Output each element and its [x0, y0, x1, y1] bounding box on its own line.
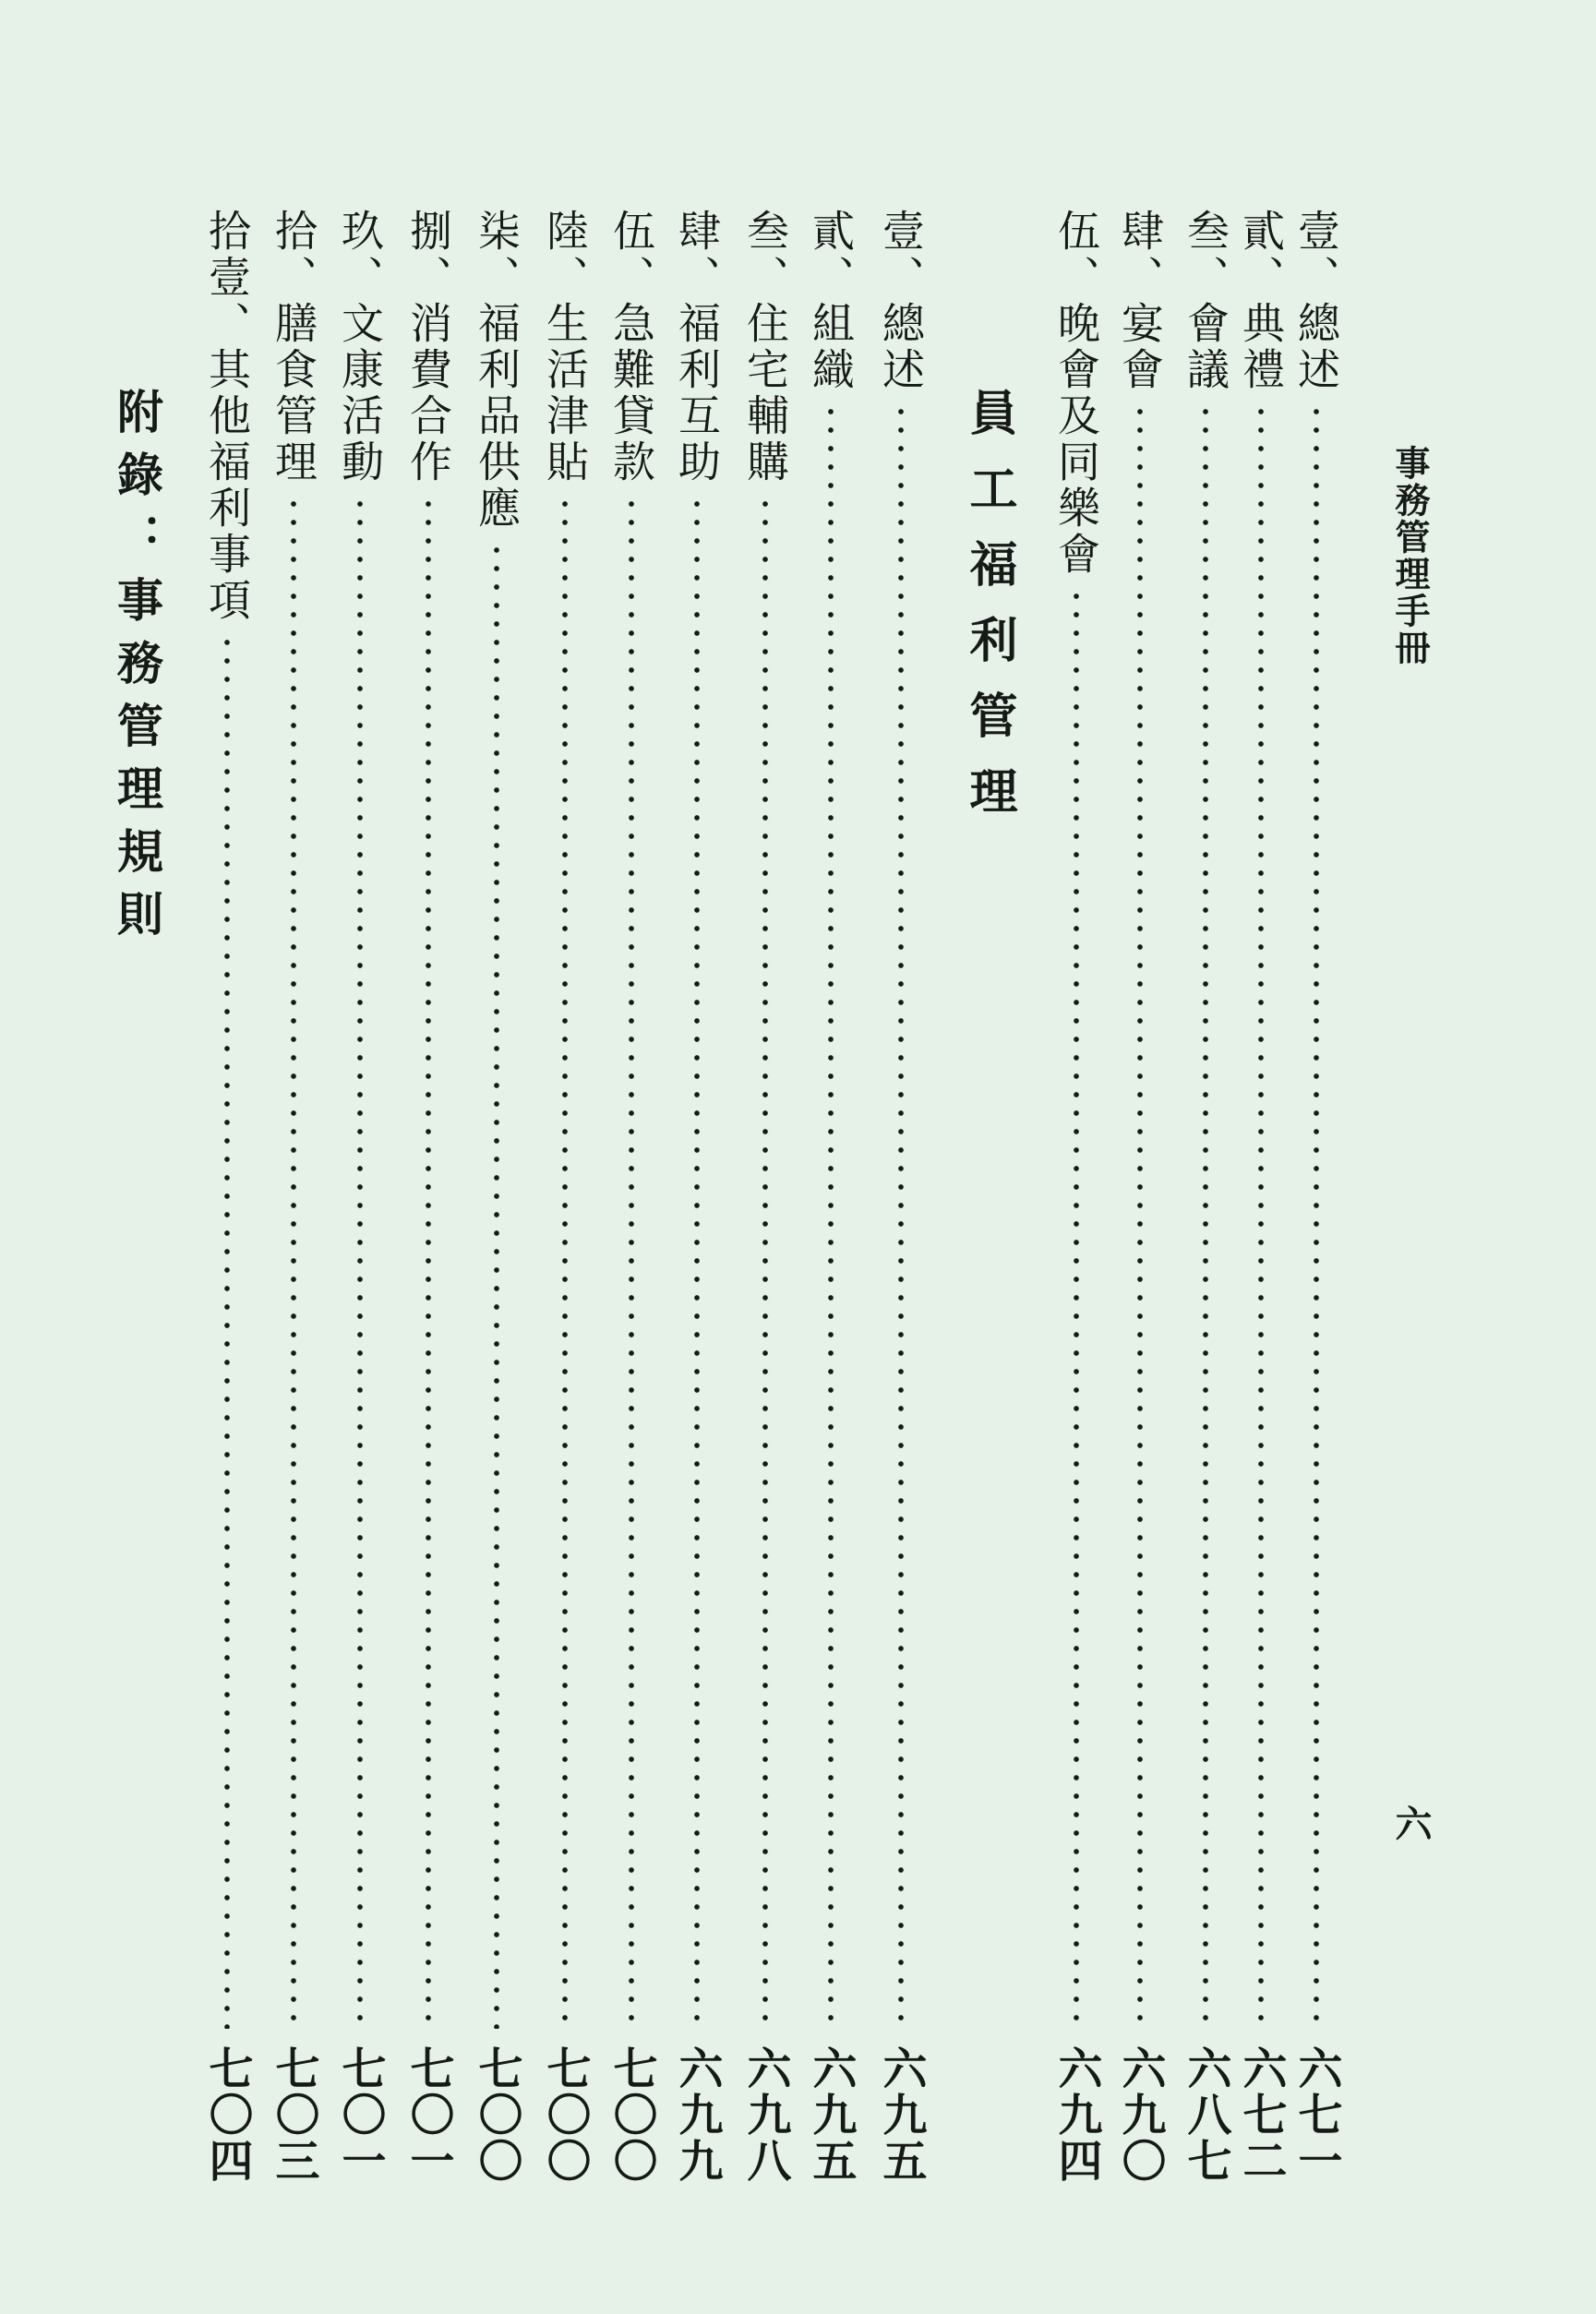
toc-entry-label: 肆、福利互助 — [672, 209, 722, 486]
dot-leader — [290, 495, 297, 2029]
toc-entry[interactable] — [266, 209, 321, 2184]
toc-entry-label: 伍、晚會及同樂會 — [1051, 209, 1101, 578]
toc-entry[interactable] — [469, 209, 524, 2184]
toc-entry-page: 六九四 — [1050, 2045, 1102, 2184]
toc-entry[interactable] — [669, 209, 725, 2184]
dot-leader — [1202, 402, 1209, 2029]
toc-entry[interactable] — [604, 209, 659, 2184]
toc-entry-page: 七〇〇 — [471, 2045, 522, 2184]
toc-entry[interactable] — [873, 209, 929, 2184]
running-header-title: 事務管理手冊 — [1389, 445, 1431, 666]
toc-entry[interactable] — [1112, 209, 1168, 2184]
dot-leader — [827, 402, 834, 2029]
section-heading: 員工福利管理 — [961, 388, 1017, 842]
dot-leader — [1136, 402, 1144, 2029]
toc-entry-label: 壹、總述 — [876, 209, 926, 393]
toc-entry[interactable] — [537, 209, 593, 2184]
dot-leader — [425, 495, 432, 2029]
toc-entry-page: 七〇一 — [334, 2045, 386, 2184]
toc-entry[interactable] — [401, 209, 456, 2184]
toc-entry[interactable] — [803, 209, 858, 2184]
dot-leader — [762, 495, 769, 2029]
toc-entry[interactable] — [1049, 209, 1104, 2184]
toc-entry[interactable] — [1233, 209, 1289, 2184]
toc-entry-page: 六九〇 — [1114, 2045, 1166, 2184]
toc-entry-page: 六七一 — [1290, 2045, 1342, 2184]
toc-entry-page: 七〇〇 — [539, 2045, 591, 2184]
dot-leader — [561, 495, 569, 2029]
toc-entry-page: 六九八 — [739, 2045, 791, 2184]
toc-entry[interactable] — [332, 209, 388, 2184]
toc-entry-label: 伍、急難貸款 — [606, 209, 656, 486]
toc-entry-label: 拾、膳食管理 — [269, 209, 318, 486]
toc-entry[interactable] — [199, 209, 255, 2184]
page-number: 六 — [1389, 1804, 1433, 1841]
toc-entry-label: 玖、文康活動 — [335, 209, 385, 486]
toc-entry-page: 七〇四 — [201, 2045, 253, 2184]
toc-entry-page: 七〇〇 — [606, 2045, 657, 2184]
toc-entry-page: 六九五 — [805, 2045, 857, 2184]
toc-entry-label: 陸、生活津貼 — [540, 209, 590, 486]
toc-entry-label: 柒、福利品供應 — [472, 209, 522, 532]
dot-leader — [1257, 402, 1265, 2029]
toc-entry-page: 六九五 — [875, 2045, 927, 2184]
toc-entry-label: 拾壹、其他福利事項 — [202, 209, 252, 624]
toc-entry-label: 貳、典禮 — [1236, 209, 1286, 393]
toc-entry-label: 叁、會議 — [1181, 209, 1230, 393]
toc-entry-label: 叁、住宅輔購 — [740, 209, 790, 486]
dot-leader — [628, 495, 635, 2029]
dot-leader — [493, 541, 500, 2029]
toc-entry-label: 捌、消費合作 — [403, 209, 453, 486]
toc-entry-page: 六八七 — [1180, 2045, 1231, 2184]
toc-entry[interactable] — [1289, 209, 1344, 2184]
dot-leader — [693, 495, 701, 2029]
dot-leader — [223, 633, 231, 2029]
appendix-title: 附錄：事務管理規則 — [110, 388, 164, 953]
dot-leader — [897, 402, 905, 2029]
toc-entry-label: 肆、宴會 — [1115, 209, 1165, 393]
toc-entry-page: 六九九 — [671, 2045, 723, 2184]
dot-leader — [1073, 587, 1080, 2029]
toc-entry-page: 七〇三 — [268, 2045, 319, 2184]
dot-leader — [1313, 402, 1320, 2029]
toc-entry[interactable] — [738, 209, 793, 2184]
toc-entry-page: 六七二 — [1235, 2045, 1287, 2184]
dot-leader — [356, 495, 364, 2029]
toc-entry[interactable] — [1178, 209, 1233, 2184]
toc-entry-page: 七〇一 — [402, 2045, 454, 2184]
toc-entry-label: 壹、總述 — [1291, 209, 1341, 393]
toc-entry-label: 貳、組織 — [806, 209, 856, 393]
